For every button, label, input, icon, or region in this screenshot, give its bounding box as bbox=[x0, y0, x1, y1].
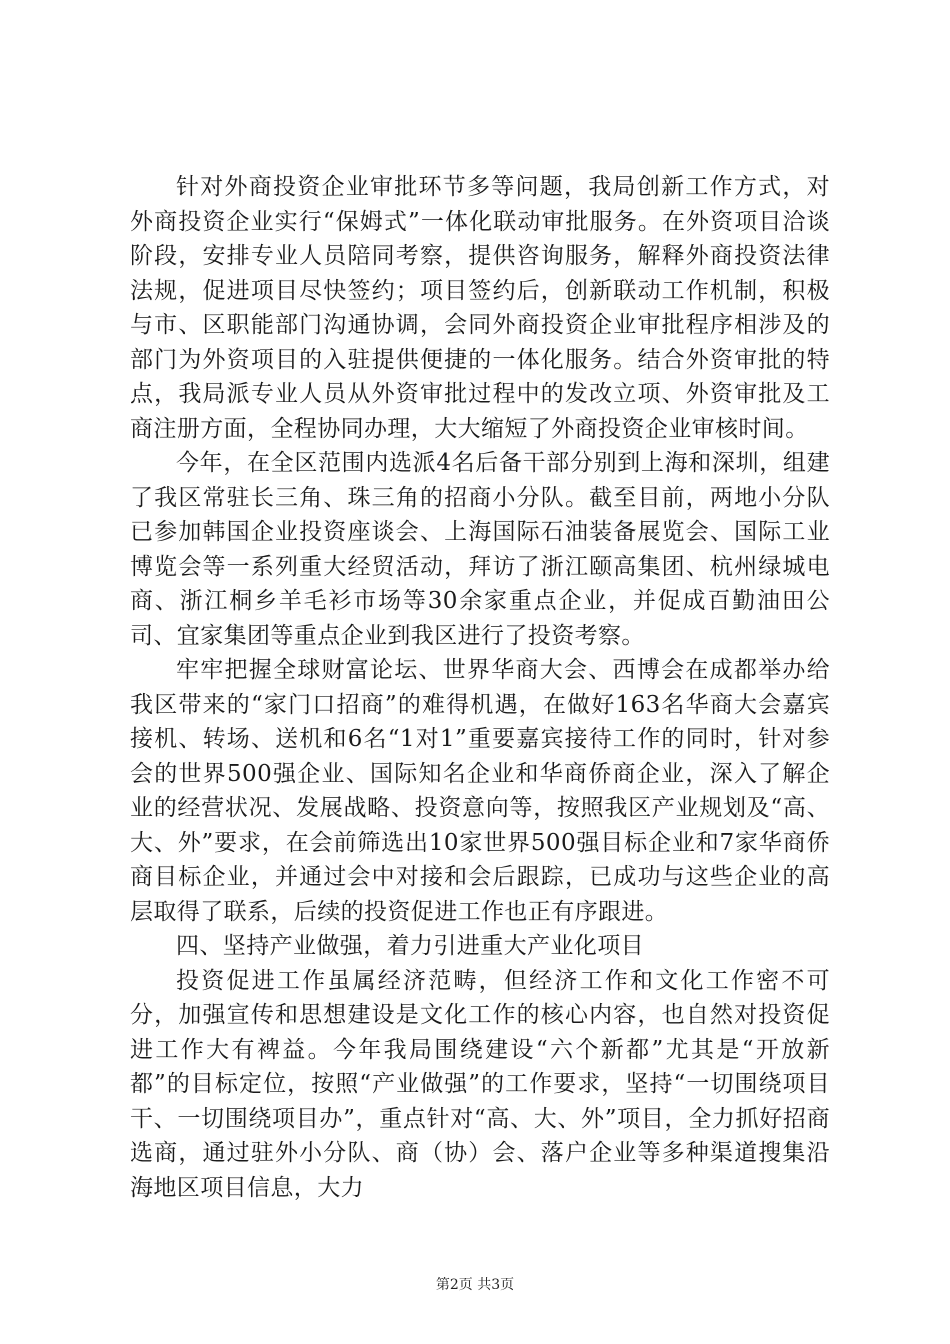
document-body bbox=[130, 170, 830, 1205]
page-footer: 第2页 共3页 bbox=[435, 1277, 515, 1293]
paragraph-industry-projects: 投资促进工作虽属经济范畴，但经济工作和文化工作密不可分，加强宣传和思想建设是文化工作的核心内容，也自然对投资促进工作大有裨益。今年我局围绕建设“六个新都”尤其是“开放新都”的目标定位，按照“产业做强”的工作要求，坚持“一切围绕项目干、一切围绕项目办”，重点针对“高、大、外”项目，全力抓好招商选商，通过驻外小分队、商（协）会、落户企业等多种渠道搜集沿海地区项目信息，大力 bbox=[130, 967, 830, 1201]
paragraph-approval-service: 针对外商投资企业审批环节多等问题，我局创新工作方式，对外商投资企业实行“保姆式”一体化联动审批服务。在外资项目洽谈阶段，安排专业人员陪同考察，提供咨询服务，解释外商投资法律法规，促进项目尽快签约；项目签约后，创新联动工作机制，积极与市、区职能部门沟通协调，会同外商投资企业审批程序相涉及的部门为外资项目的入驻提供便捷的一体化服务。结合外资审批的特点，我局派专业人员从外资审批过程中的发改立项、外资审批及工商注册方面，全程协同办理，大大缩短了外商投资企业审核时间。 bbox=[130, 174, 830, 442]
paragraph-investment-team: 今年，在全区范围内选派4名后备干部分别到上海和深圳，组建了我区常驻长三角、珠三角的招商小分队。截至目前，两地小分队已参加韩国企业投资座谈会、上海国际石油装备展览会、国际工业博览会等一系列重大经贸活动，拜访了浙江颐高集团、杭州绿城电商、浙江桐乡羊毛衫市场等30余家重点企业，并促成百勤油田公司、宜家集团等重点企业到我区进行了投资考察。 bbox=[130, 450, 830, 649]
paragraph-forum-opportunity: 牢牢把握全球财富论坛、世界华商大会、西博会在成都举办给我区带来的“家门口招商”的难得机遇，在做好163名华商大会嘉宾接机、转场、送机和6名“1对1”重要嘉宾接待工作的同时，针对参会的世界500强企业、国际知名企业和华商侨商企业，深入了解企业的经营状况、发展战略、投资意向等，按照我区产业规划及“高、大、外”要求，在会前筛选出10家世界500强目标企业和7家华商侨商目标企业，并通过会中对接和会后跟踪，已成功与这些企业的高层取得了联系，后续的投资促进工作也正有序跟进。 bbox=[130, 657, 830, 925]
section-heading: 四、坚持产业做强，着力引进重大产业化项目 bbox=[176, 933, 644, 959]
